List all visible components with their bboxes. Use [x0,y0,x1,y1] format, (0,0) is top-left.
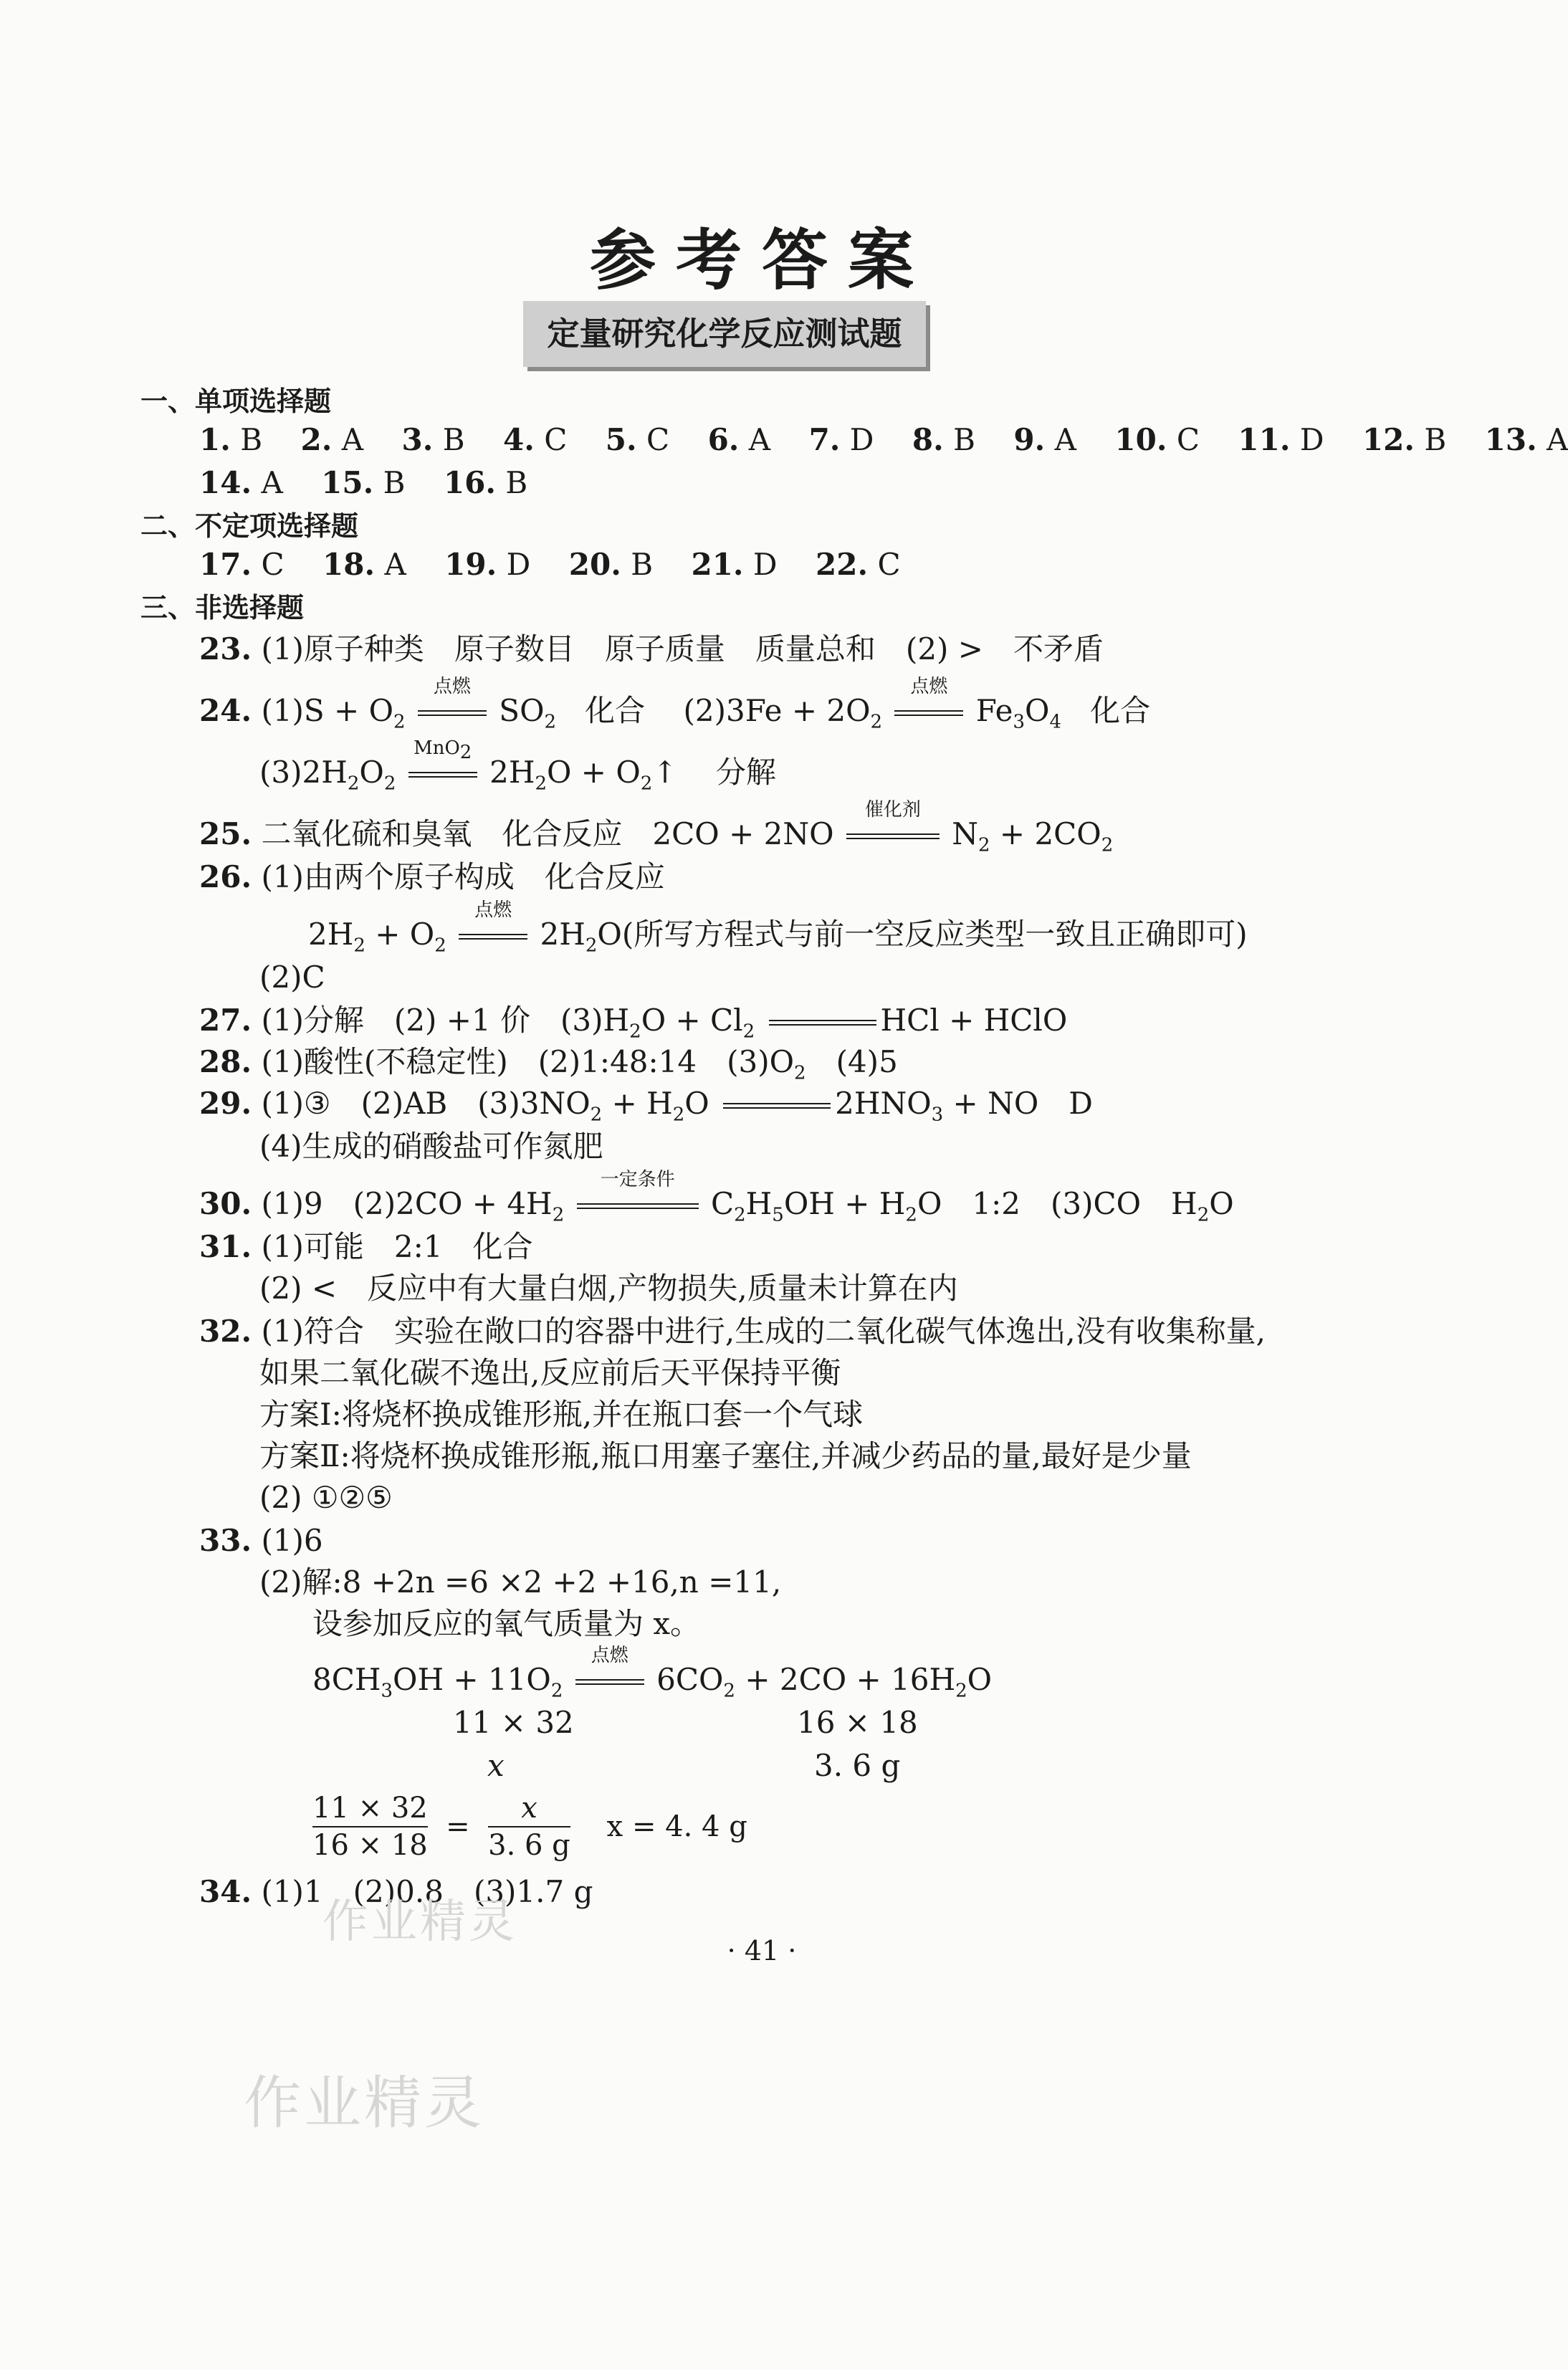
answer-item: 21. D [691,547,778,582]
q31-line1: 31. (1)可能 2:1 化合 [199,1229,533,1264]
q25: 25. 二氧化硫和臭氧 化合反应 2CO + 2NO 催化剂 $N_2 + 2CO_2$ [199,799,1114,856]
q32-line1: 32. (1)符合 实验在敞口的容器中进行,生成的二氧化碳气体逸出,没有收集称量, [199,1314,1266,1349]
answer-item: 20. B [568,547,654,582]
answer-item: 8. B [912,422,975,457]
section-banner: 定量研究化学反应测试题 [523,301,926,367]
answer-item: 2. A [300,422,364,457]
answer-item: 11. D [1238,422,1324,457]
q33-line2: (2)解:8 +2n =6 ×2 +2 +16,n =11, [259,1564,782,1600]
q34: 34. (1)1 (2)0.8 (3)1.7 g [199,1874,593,1909]
answer-item: 5. C [605,422,670,457]
q28: 28. (1)酸性(不稳定性) (2)1:48:14 $(3)O_2$ (4)5 [199,1044,898,1084]
q29-line1: 29. (1)③ (2)AB $(3)3NO_2 + H_2O$ $2HNO_3$ + NO D [199,1086,1093,1126]
q26-line3: (2)C [259,960,325,995]
q24-line2: $(3)2H_2O_2$ MnO$_2$ $2H_2O$ + $O_2↑$ 分解 [259,737,776,795]
answer-item: 7. D [808,422,874,457]
answer-item: 16. B [443,465,528,500]
q33-line3: 设参加反应的氧气质量为 x。 [312,1606,701,1641]
answer-item: 15. B [321,465,406,500]
answer-item: 1. B [199,422,263,457]
q32-line2: 如果二氧化碳不逸出,反应前后天平保持平衡 [259,1355,841,1390]
answer-item: 6. A [707,422,771,457]
q32-line3: 方案Ⅰ:将烧杯换成锥形瓶,并在瓶口套一个气球 [259,1397,864,1432]
q30: 30. (1)9 $(2)2CO + 4H_2$ 一定条件 $C_2H_5OH + H_2O$ 1:2 (3)CO $H_2O$ [199,1169,1234,1226]
q33-proportion: $\frac{11 \times 32}{16 \times 18}$ = $\frac{x}{3. 6 g}$ x = 4. 4 g [312,1792,747,1862]
answer-item: 13. A [1484,422,1568,457]
answer-item: 9. A [1013,422,1076,457]
section-heading-single: 一、单项选择题 [140,386,332,417]
answer-item: 17. C [199,547,285,582]
watermark: 作业精灵 [322,1896,517,1949]
q33-line1: 33. (1)6 [199,1523,323,1558]
answer-item: 14. A [199,465,283,500]
q27: 27. (1)分解 (2) +1 价 $(3)H_2O + Cl_2$ HCl + HClO [199,1003,1068,1043]
page-number: · 41 · [727,1935,797,1967]
page-title: 参考答案 [589,221,934,299]
mc1-row [199,420,1568,460]
answer-item: 10. C [1114,422,1200,457]
answer-item: 4. C [503,422,568,457]
q24-line1: 24. $(1)S + O_2$ 点燃 $SO_2$ 化合 $(2)3Fe + 2O_2$ 点燃 $Fe_3O_4$ 化合 [199,676,1151,733]
q23: 23. (1)原子种类 原子数目 原子质量 质量总和 (2) > 不矛盾 [199,631,1104,666]
answer-item: 22. C [816,547,901,582]
q33-ratio-1b: 16 × 18 [797,1705,918,1740]
fraction-left: $\frac{11 \times 32}{16 \times 18}$ [312,1792,428,1862]
answer-item: 18. A [322,547,406,582]
q31-line2: (2) < 反应中有大量白烟,产物损失,质量未计算在内 [259,1271,958,1306]
watermark: 作业精灵 [244,2070,484,2136]
q32-line5: (2) ①②⑤ [259,1480,393,1515]
q32-line4: 方案Ⅱ:将烧杯换成锥形瓶,瓶口用塞子塞住,并减少药品的量,最好是少量 [259,1438,1192,1473]
fraction-right: $\frac{x}{3. 6 g}$ [488,1792,570,1862]
q26-line1: 26. (1)由两个原子构成 化合反应 [199,859,665,894]
q33-equation: $8CH_3OH + 11O_2$ 点燃 $6CO_2 + 2CO + 16H_2O$ [312,1645,993,1702]
mc1b-row [199,463,527,503]
q26-line2: $2H_2 + O_2$ 点燃 $2H_2O$(所写方程式与前一空反应类型一致且正确即可) [308,899,1248,957]
answer-item: 3. B [401,422,465,457]
q33-ratio-1a: 11 × 32 [453,1705,574,1740]
q33-ratio-2a: x [487,1748,505,1783]
q29-line2: (4)生成的硝酸盐可作氮肥 [259,1129,603,1164]
q33-ratio-2b: 3. 6 g [814,1748,901,1783]
answer-item: 12. B [1362,422,1447,457]
section-heading-open: 三、非选择题 [140,592,305,623]
mc2-row [199,545,901,585]
answer-item: 19. D [444,547,531,582]
section-heading-multi: 二、不定项选择题 [140,510,359,542]
